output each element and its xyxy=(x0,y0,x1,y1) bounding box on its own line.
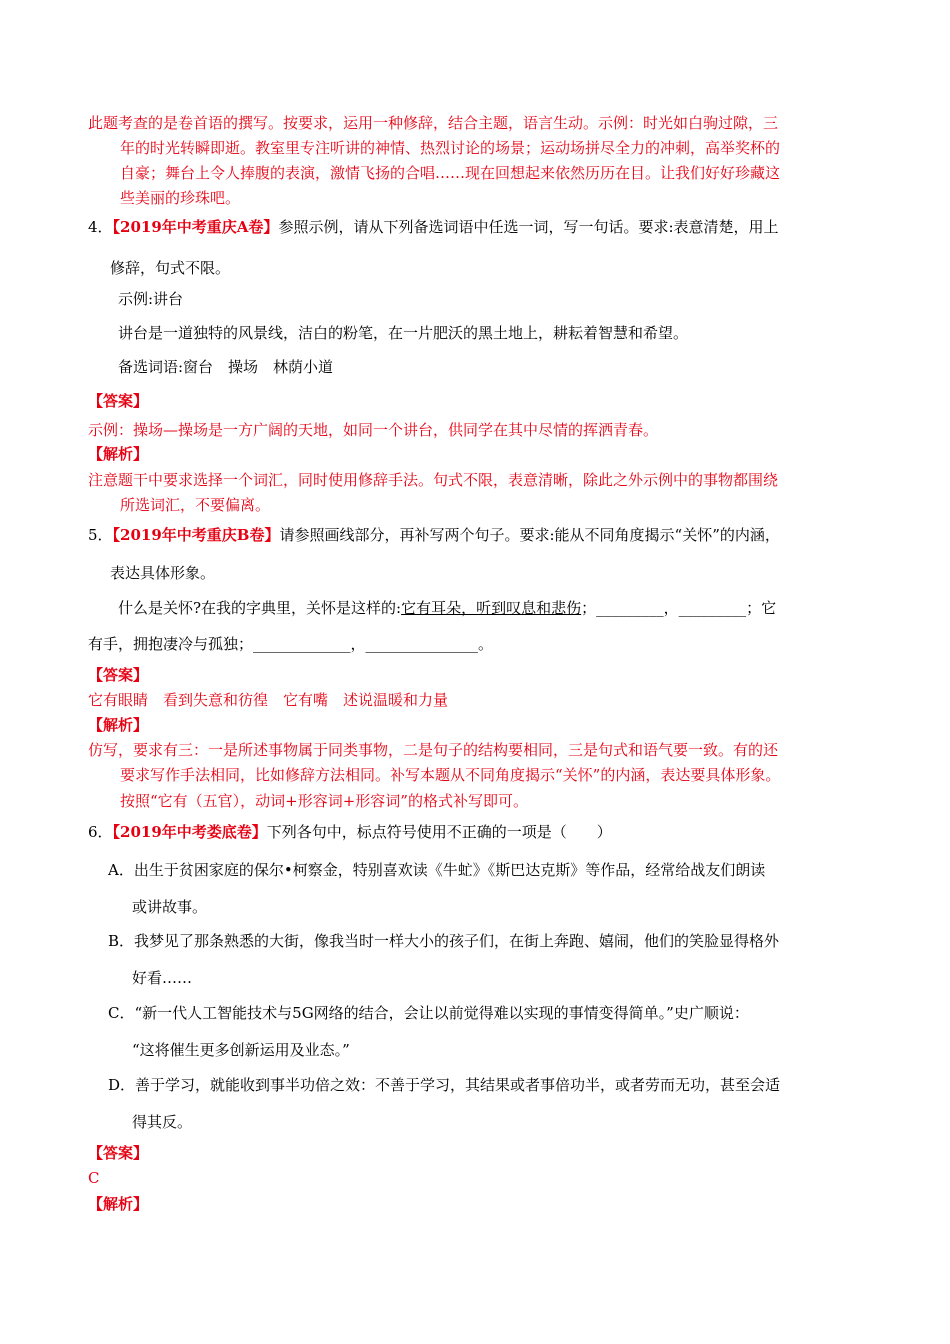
q5-underlined-example: 它有耳朵，听到叹息和悲伤 xyxy=(401,599,582,617)
q5-analysis-line-2: 要求写作手法相同，比如修辞方法相同。补写本题从不同角度揭示“关怀”的内涵，表达要具体形象。 xyxy=(120,766,781,784)
q6-option-a xyxy=(108,859,765,881)
q4-answer: 示例：操场—操场是一方广阔的天地，如同一个讲台，供同学在其中尽情的挥洒青春。 xyxy=(88,421,659,439)
q4-number: 4． xyxy=(88,218,113,236)
q5-stem xyxy=(88,524,780,546)
q6-option-text: 我梦见了那条熟悉的大街，像我当时一样大小的孩子们，在街上奔跑、嬉闹，他们的笑脸显得格外 xyxy=(134,932,780,950)
q4-analysis-line-1: 注意题干中要求选择一个词汇，同时使用修辞手法。句式不限，表意清晰，除此之外示例中的事物都围绕 xyxy=(88,471,779,489)
q6-stem-text: 下列各句中，标点符号使用不正确的一项是（ ） xyxy=(266,823,612,841)
q4-choices: 备选词语:窗台 操场 林荫小道 xyxy=(118,358,334,376)
q6-option-a-line-2: 或讲故事。 xyxy=(132,898,208,916)
q5-stem-line-2: 表达具体形象。 xyxy=(110,564,216,582)
q6-option-text: “新一代人工智能技术与5G网络的结合，会让以前觉得难以实现的事情变得简单。”史广顺说： xyxy=(134,1004,749,1022)
q6-option-letter: C． xyxy=(108,1004,135,1022)
q6-stem xyxy=(88,821,612,843)
q3-analysis-line-4: 些美丽的珍珠吧。 xyxy=(120,189,241,207)
q6-option-letter: B． xyxy=(108,932,135,950)
q6-option-d xyxy=(108,1074,780,1096)
q6-option-text: 善于学习，就能收到事半功倍之效：不善于学习，其结果或者事倍功半，或者劳而无功，甚至会适 xyxy=(135,1076,781,1094)
q6-source: 【2019年中考娄底卷】 xyxy=(112,823,267,841)
q4-answer-label: 【答案】 xyxy=(88,392,149,410)
q4-source: 【2019年中考重庆A卷】 xyxy=(112,218,279,236)
q4-stem-line-2: 修辞，句式不限。 xyxy=(110,259,231,277)
q4-example-label: 示例:讲台 xyxy=(118,290,184,308)
q3-analysis-line-2: 年的时光转瞬即逝。教室里专注听讲的神情、热烈讨论的场景；运动场拼尽全力的冲刺，高举奖杯的 xyxy=(120,139,781,157)
q6-option-b xyxy=(108,930,779,952)
q5-number: 5． xyxy=(88,526,113,544)
q5-source: 【2019年中考重庆B卷】 xyxy=(112,526,280,544)
q6-analysis-label: 【解析】 xyxy=(88,1195,149,1213)
q5-body-line-2: 有手，拥抱凄冷与孤独；_____________，_______________。 xyxy=(88,635,494,653)
q4-analysis-label: 【解析】 xyxy=(88,445,149,463)
q6-option-c-line-2: “这将催生更多创新运用及业态。” xyxy=(132,1041,350,1059)
q6-option-letter: A． xyxy=(108,861,134,879)
q6-option-letter: D． xyxy=(108,1076,136,1094)
q5-body-line-1 xyxy=(118,597,776,619)
q5-answer: 它有眼睛 看到失意和彷徨 它有嘴 述说温暖和力量 xyxy=(88,691,449,709)
q5-body-prefix: 什么是关怀?在我的字典里，关怀是这样的: xyxy=(118,599,402,617)
q6-option-text: 出生于贫困家庭的保尔•柯察金，特别喜欢读《牛虻》《斯巴达克斯》等作品，经常给战友们朗读 xyxy=(133,861,766,879)
q6-option-c xyxy=(108,1002,749,1024)
q5-analysis-line-1: 仿写，要求有三：一是所述事物属于同类事物，二是句子的结构要相同，三是句式和语气要一致。有的还 xyxy=(88,741,779,759)
q5-analysis-line-3: 按照“它有（五官），动词+形容词+形容词”的格式补写即可。 xyxy=(120,792,528,810)
q5-analysis-label: 【解析】 xyxy=(88,716,149,734)
q6-option-b-line-2: 好看…… xyxy=(132,969,193,987)
q3-analysis-line-1: 此题考查的是卷首语的撰写。按要求，运用一种修辞，结合主题，语言生动。示例：时光如白驹过隙，三 xyxy=(88,114,779,132)
q6-option-d-line-2: 得其反。 xyxy=(132,1113,193,1131)
q4-example-text: 讲台是一道独特的风景线，洁白的粉笔，在一片肥沃的黑土地上，耕耘着智慧和希望。 xyxy=(118,324,689,342)
q5-stem-text: 请参照画线部分，再补写两个句子。要求:能从不同角度揭示“关怀”的内涵， xyxy=(279,526,780,544)
q5-body-suffix: ；_________，_________；它 xyxy=(581,599,777,617)
q4-stem xyxy=(88,216,779,238)
q4-stem-text: 参照示例，请从下列备选词语中任选一词，写一句话。要求:表意清楚，用上 xyxy=(278,218,779,236)
q3-analysis-line-3: 自豪；舞台上令人捧腹的表演，激情飞扬的合唱……现在回想起来依然历历在目。让我们好好珍藏这 xyxy=(120,164,781,182)
q6-answer-label: 【答案】 xyxy=(88,1144,149,1162)
q5-answer-label: 【答案】 xyxy=(88,666,149,684)
q4-analysis-line-2: 所选词汇，不要偏离。 xyxy=(120,496,271,514)
q6-number: 6． xyxy=(88,823,113,841)
q6-answer: C xyxy=(88,1169,100,1187)
